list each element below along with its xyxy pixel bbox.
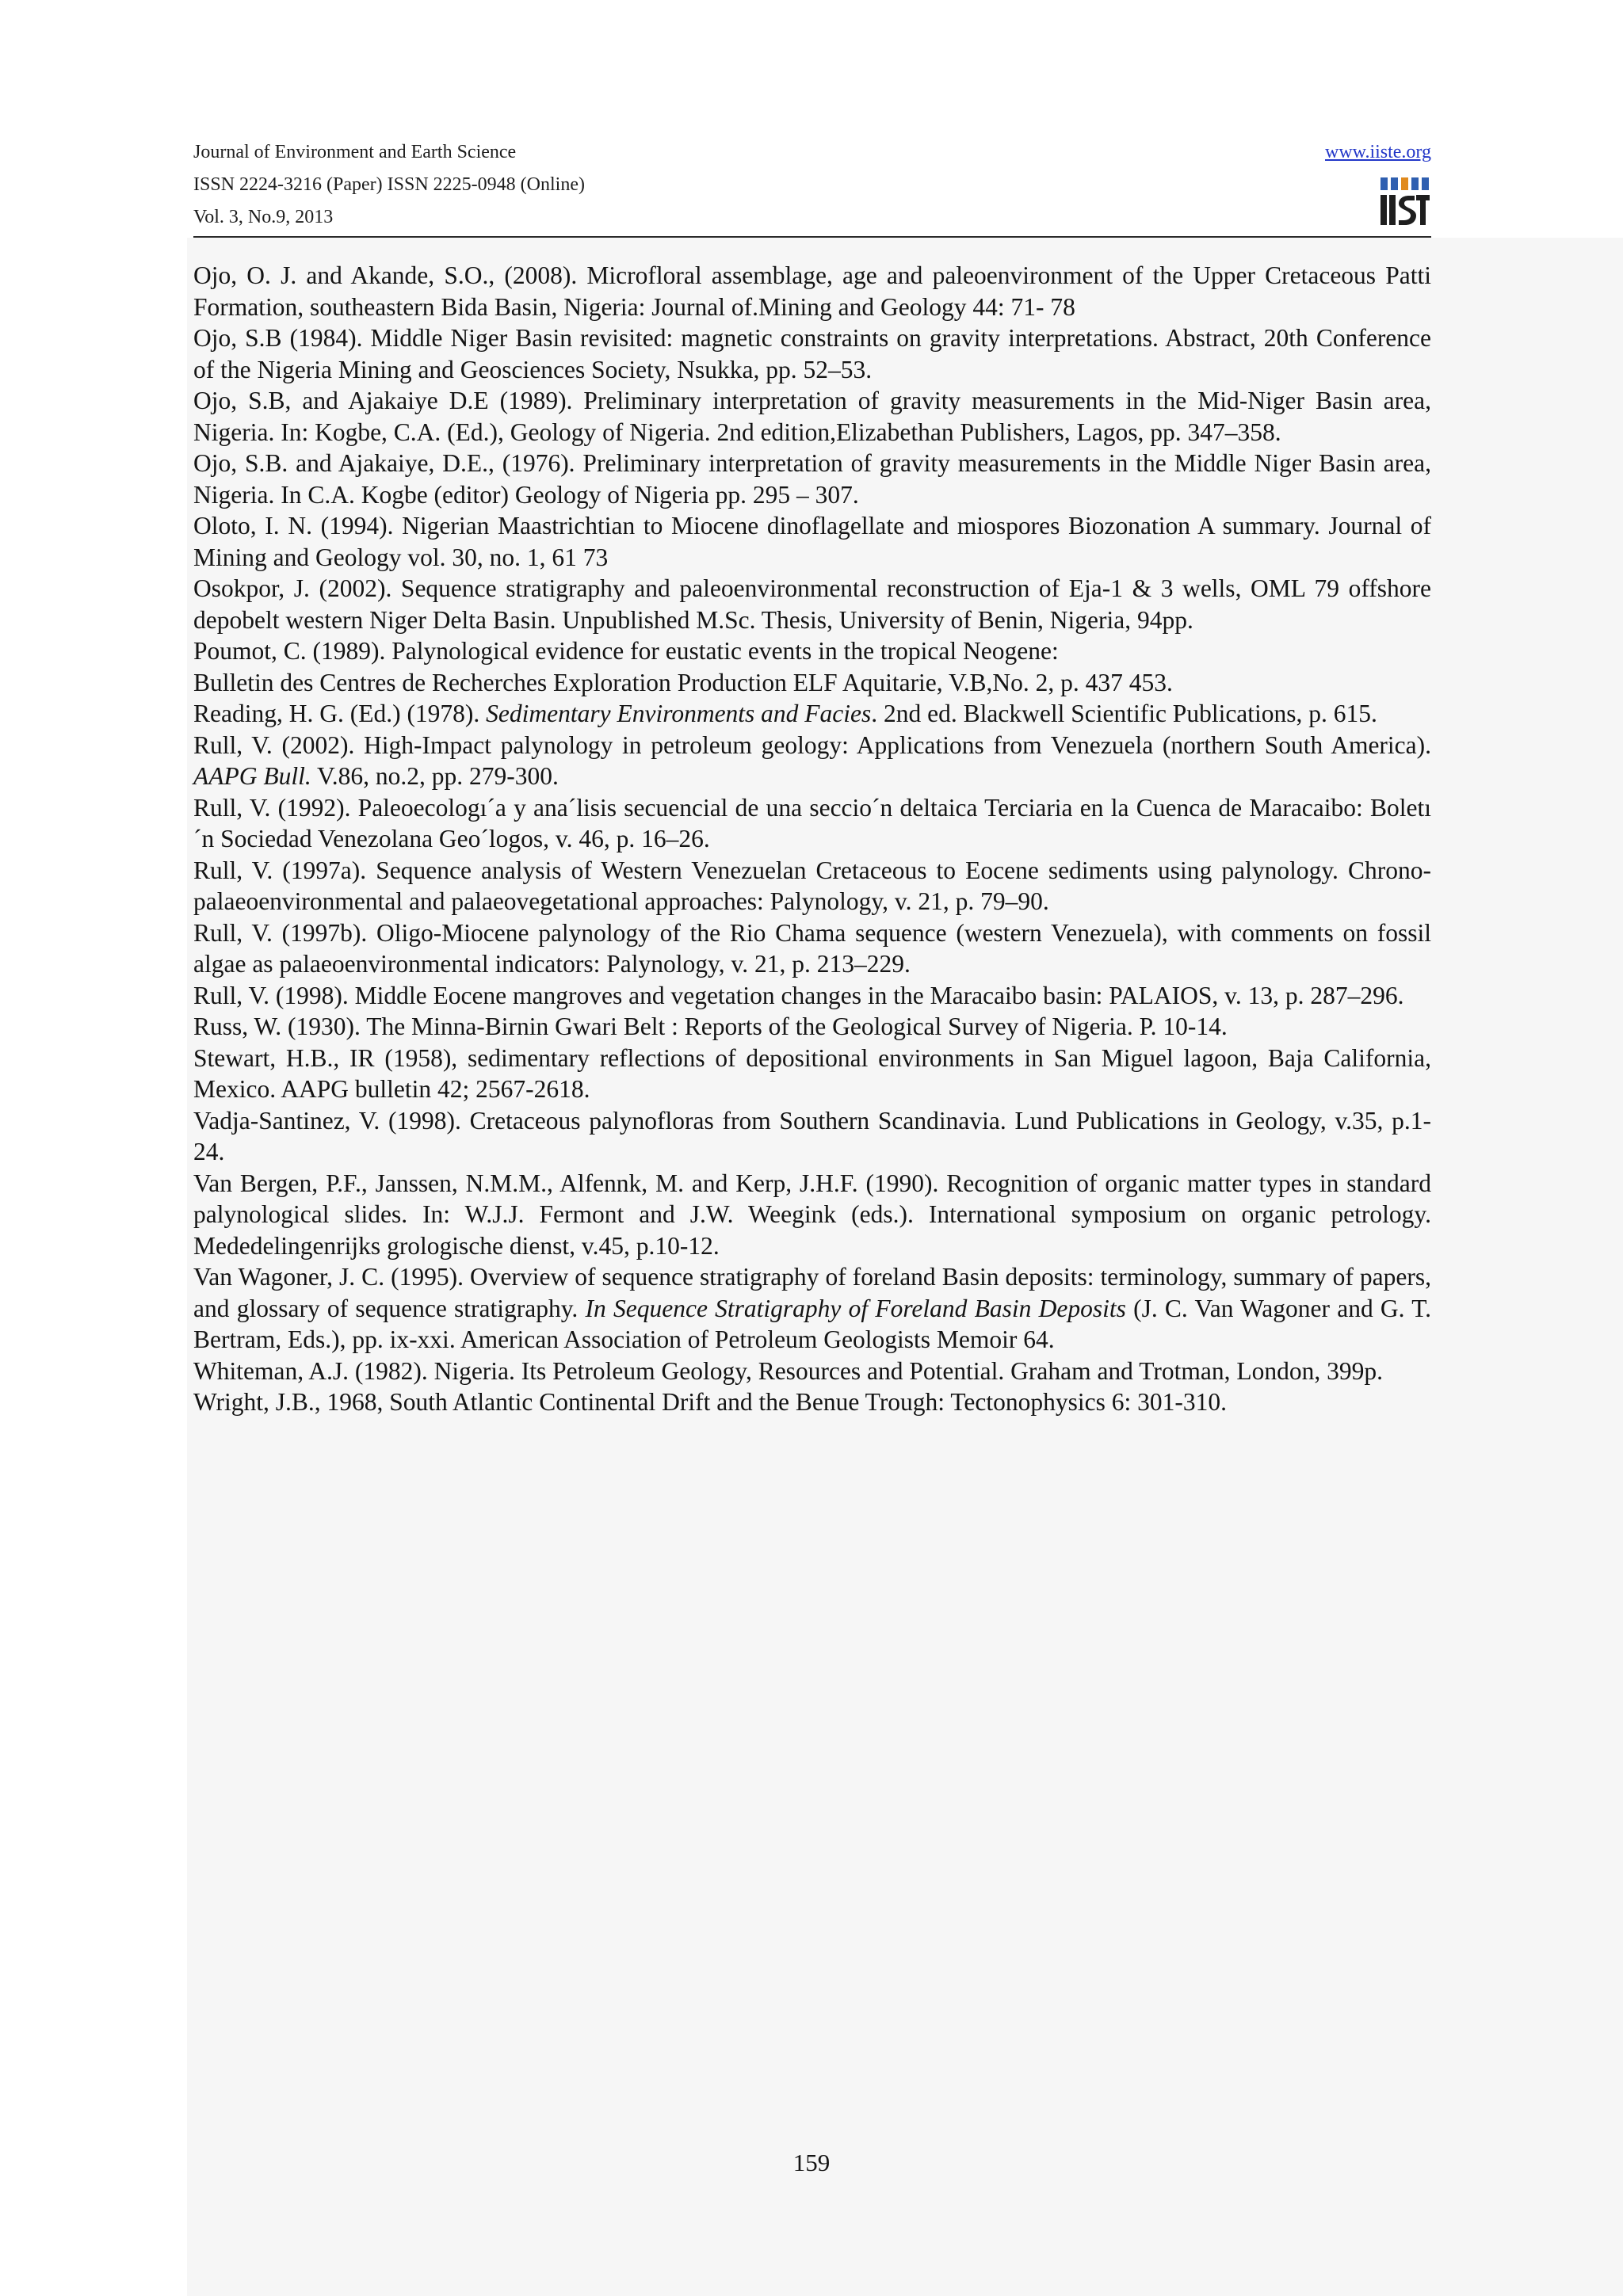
journal-issn: ISSN 2224-3216 (Paper) ISSN 2225-0948 (Online) [193, 174, 585, 195]
page-number: 159 [792, 2149, 831, 2176]
reference-entry: Rull, V. (1998). Middle Eocene mangroves and vegetation changes in the Maracaibo basin: PALAIOS, v. 13, p. 287–296. [193, 981, 1404, 1009]
reference-entry: Van Bergen, P.F., Janssen, N.M.M., Alfennk, M. and Kerp, J.H.F. (1990). Recognition of organic matter types in standard palynological slides. In: W.J.J. Fermont and J.W. Weegink (eds.). International symposium on organic petrology. Mededelingenrijks grologische dienst, v.45, p.10-12. [193, 1169, 1431, 1260]
reference-entry: Ojo, S.B. and Ajakaiye, D.E., (1976). Preliminary interpretation of gravity measurements in the Middle Niger Basin area, Nigeria. In C.A. Kogbe (editor) Geology of Nigeria pp. 295 – 307. [193, 449, 1431, 509]
reference-entry: Osokpor, J. (2002). Sequence stratigraphy and paleoenvironmental reconstruction of Eja-1 & 3 wells, OML 79 offshore depobelt western Niger Delta Basin. Unpublished M.Sc. Thesis, University of Benin, Nigeria, 94pp. [193, 574, 1431, 634]
reference-entry: Ojo, O. J. and Akande, S.O., (2008). Microfloral assemblage, age and paleoenvironment of the Upper Cretaceous Patti Formation, southeastern Bida Basin, Nigeria: Journal of.Mining and Geology 44: 71- 78 [193, 261, 1431, 321]
journal-info [193, 136, 585, 234]
reference-entry: Rull, V. (1997b). Oligo-Miocene palynology of the Rio Chama sequence (western Venezuela), with comments on fossil algae as palaeoenvironmental indicators: Palynology, v. 21, p. 213–229. [193, 918, 1431, 978]
reference-entry: Rull, V. (1997a). Sequence analysis of Western Venezuelan Cretaceous to Eocene sediments using palynology. Chrono-palaeoenvironmental and palaeovegetational approaches: Palynology, v. 21, p. 79–90. [193, 856, 1431, 915]
iiste-logo-icon [1377, 174, 1431, 228]
reference-entry: Whiteman, A.J. (1982). Nigeria. Its Petroleum Geology, Resources and Potential. Graham and Trotman, London, 399p. [193, 1356, 1383, 1385]
reference-entry: Rull, V. (1992). Paleoecologı´a y ana´lisis secuencial de una seccio´n deltaica Terciaria en la Cuenca de Maracaibo: Boletı´n Sociedad Venezolana Geo´logos, v. 46, p. 16–26. [193, 793, 1431, 852]
reference-entry: Ojo, S.B, and Ajakaiye D.E (1989). Preliminary interpretation of gravity measurements in the Mid-Niger Basin area, Nigeria. In: Kogbe, C.A. (Ed.), Geology of Nigeria. 2nd edition,Elizabethan Publishers, Lagos, pp. 347–358. [193, 387, 1431, 446]
reference-list [193, 260, 1431, 1418]
header-divider [193, 236, 1431, 238]
journal-volume: Vol. 3, No.9, 2013 [193, 207, 334, 227]
reference-entry: Oloto, I. N. (1994). Nigerian Maastrichtian to Miocene dinoflagellate and miospores Biozonation A summary. Journal of Mining and Geology vol. 30, no. 1, 61 73 [193, 512, 1431, 571]
journal-website-link[interactable]: www.iiste.org [1325, 142, 1431, 162]
reference-entry: Stewart, H.B., IR (1958), sedimentary reflections of depositional environments in San Miguel lagoon, Baja California, Mexico. AAPG bulletin 42; 2567-2618. [193, 1043, 1431, 1103]
page-header [193, 136, 1431, 238]
reference-entry: Bulletin des Centres de Recherches Exploration Production ELF Aquitarie, V.B,No. 2, p. 437 453. [193, 668, 1173, 696]
reference-entry: Russ, W. (1930). The Minna-Birnin Gwari Belt : Reports of the Geological Survey of Nigeria. P. 10-14. [193, 1013, 1228, 1040]
journal-title: Journal of Environment and Earth Science [193, 142, 517, 162]
reference-entry: Vadja-Santinez, V. (1998). Cretaceous palynofloras from Southern Scandinavia. Lund Publications in Geology, v.35, p.1-24. [193, 1106, 1431, 1165]
reference-entry: Rull, V. (2002). High-Impact palynology in petroleum geology: Applications from Venezuela (northern South America). AAPG Bull. V.86, no.2, pp. 279-300. [193, 730, 1431, 790]
reference-entry: Ojo, S.B (1984). Middle Niger Basin revisited: magnetic constraints on gravity interpretations. Abstract, 20th Conference of the Nigeria Mining and Geosciences Society, Nsukka, pp. 52–53. [193, 324, 1431, 383]
reference-entry: Poumot, C. (1989). Palynological evidence for eustatic events in the tropical Neogene: [193, 637, 1059, 665]
reference-entry: Reading, H. G. (Ed.) (1978). Sedimentary Environments and Facies. 2nd ed. Blackwell Scientific Publications, p. 615. [193, 700, 1377, 727]
reference-entry: Wright, J.B., 1968, South Atlantic Continental Drift and the Benue Trough: Tectonophysics 6: 301-310. [193, 1388, 1227, 1416]
reference-entry: Van Wagoner, J. C. (1995). Overview of sequence stratigraphy of foreland Basin deposits: terminology, summary of papers, and glossary of sequence stratigraphy. In Sequence Stratigraphy of Foreland Basin Deposits (J. C. Van Wagoner and G. T. Bertram, Eds.), pp. ix-xxi. American Association of Petroleum Geologists Memoir 64. [193, 1263, 1431, 1353]
